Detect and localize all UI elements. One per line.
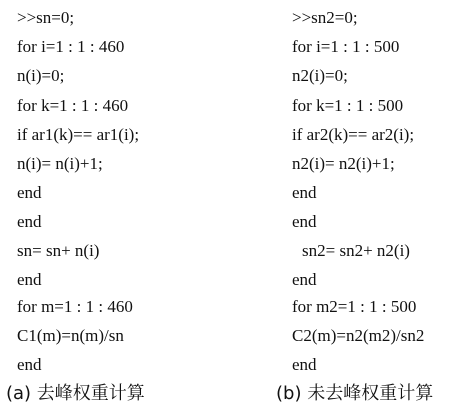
code-line: for k=1 : 1 : 500 — [292, 96, 404, 115]
code-line: C1(m)=n(m)/sn — [17, 326, 124, 345]
code-line: >>sn2=0; — [292, 8, 358, 27]
code-line: if ar1(k)== ar1(i); — [17, 125, 140, 144]
code-line: for k=1 : 1 : 460 — [17, 96, 129, 115]
code-line: for i=1 : 1 : 460 — [17, 37, 125, 56]
code-line: n2(i)= n2(i)+1; — [292, 154, 395, 173]
caption-b: (b) 未去峰权重计算 — [276, 383, 434, 404]
code-line: end — [17, 270, 42, 289]
code-line: n(i)= n(i)+1; — [17, 154, 103, 173]
code-line: n(i)=0; — [17, 66, 65, 85]
code-line: n2(i)=0; — [292, 66, 348, 85]
code-line: end — [292, 183, 317, 202]
code-line: end — [292, 212, 317, 231]
code-line: for m=1 : 1 : 460 — [17, 297, 133, 316]
code-line: end — [17, 212, 42, 231]
code-line: end — [17, 183, 42, 202]
caption-a: (a) 去峰权重计算 — [6, 383, 145, 404]
code-line: end — [292, 270, 317, 289]
code-line: >>sn=0; — [17, 8, 75, 27]
code-line: for m2=1 : 1 : 500 — [292, 297, 417, 316]
code-line: end — [292, 355, 317, 374]
code-line: end — [17, 355, 42, 374]
code-line: sn= sn+ n(i) — [17, 241, 100, 260]
code-line: C2(m)=n2(m2)/sn2 — [292, 326, 425, 345]
code-line: if ar2(k)== ar2(i); — [292, 125, 415, 144]
code-line: for i=1 : 1 : 500 — [292, 37, 400, 56]
code-line: sn2= sn2+ n2(i) — [302, 241, 410, 260]
